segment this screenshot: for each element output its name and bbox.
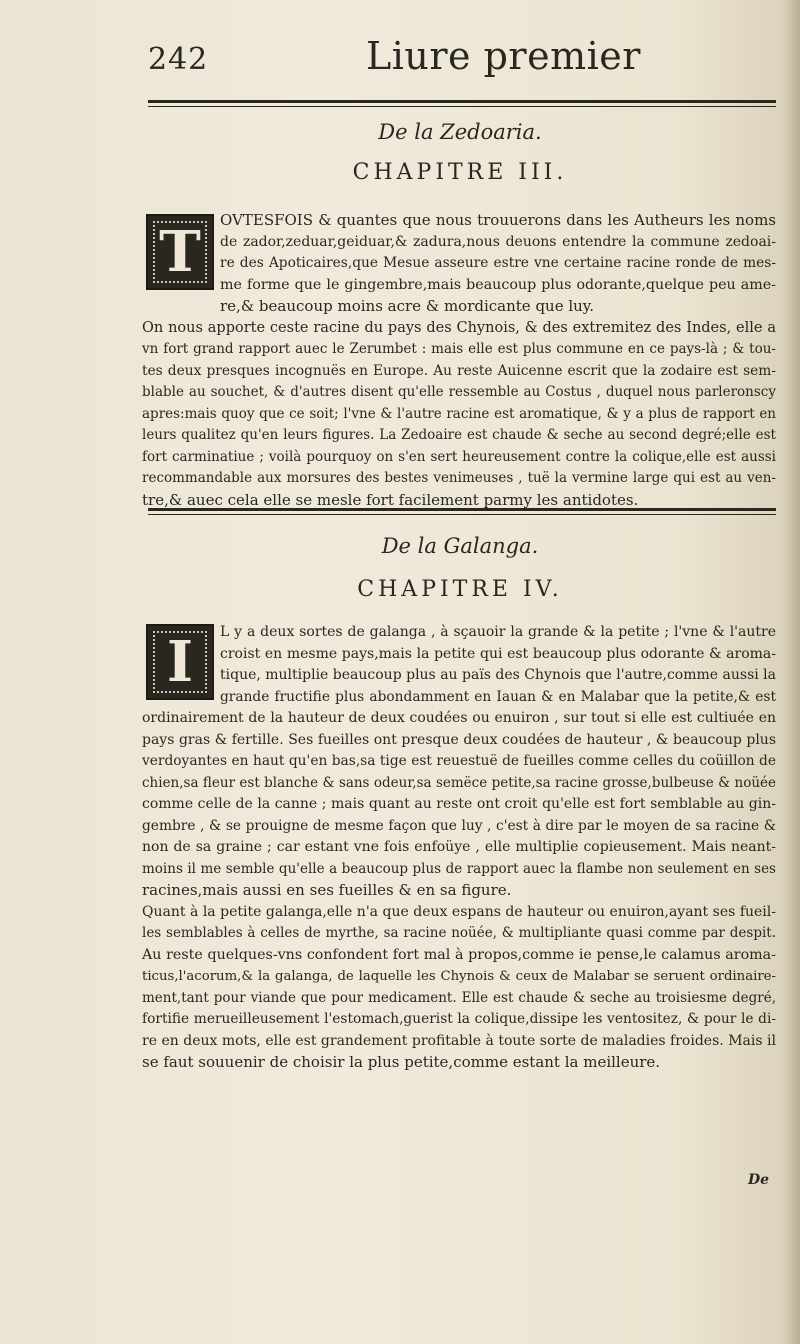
running-head [140,30,780,90]
chapter-heading-4: CHAPITRE IV. [357,577,563,602]
text-line: On nous apporte ceste racine du pays des Chynois, & des extremitez des Indes, elle a [142,319,776,336]
running-title: Liure premier [366,34,641,78]
text-line: apres:mais quoy que ce soit; l'vne & l'autre racine est aromatique, & y a plus de rapport en [142,405,776,422]
text-line: tre,& auec cela elle se mesle fort facilement parmy les antidotes. [142,490,639,509]
chapter-heading-3: CHAPITRE III. [352,160,568,185]
text-line: grande fructifie plus abondamment en Iauan & en Malabar que la petite,& est [220,688,776,705]
chapter3-body [142,210,776,511]
page-edge-shadow [782,0,800,1344]
text-line: blable au souchet, & d'autres disent qu'elle ressemble au Costus , duquel nous parleronscy [142,384,776,400]
text-line: ordinairement de la hauteur de deux coudées ou enuiron , sur tout si elle est cultiuée en [142,710,776,726]
text-line: moins il me semble qu'elle a beaucoup plus de rapport auec la flambe non seulement en ses [142,860,776,877]
text-line: re,& beaucoup moins acre & mordicante que luy. [220,297,595,315]
text-line: OVTESFOIS & quantes que nous trouuerons dans les Autheurs les noms [220,211,776,229]
text-line: leurs qualitez qu'en leurs figures. La Zedoaire est chaude & seche au second degré;elle est [142,427,776,443]
text-line: re en deux mots, elle est grandement profitable à toute sorte de maladies froides. Mais il [142,1032,776,1049]
text-line: chien,sa fleur est blanche & sans odeur,sa semëce petite,sa racine grosse,bulbeuse & noüée [142,774,776,791]
text-line: tique, multiplie beaucoup plus au païs des Chynois que l'autre,comme aussi la [220,667,777,683]
text-line: pays gras & fertille. Ses fueilles ont presque deux coudées de hauteur , & beaucoup plus [142,731,776,748]
text-line: Au reste quelques-vns confondent fort mal à propos,comme ie pense,le calamus aroma- [142,946,776,963]
text-line: L y a deux sortes de galanga , à sçauoir la grande & la petite ; l'vne & l'autre [220,624,776,640]
text-line: fortifie merueilleusement l'estomach,guerist la colique,dissipe les ventositez, & pour le di- [142,1011,776,1027]
text-line: racines,mais aussi en ses fueilles & en sa figure. [142,881,512,899]
text-line: les semblables à celles de myrthe, sa racine noüée, & multipliante quasi comme par despit. [142,925,776,941]
section-title-galanga: De la Galanga. [381,534,539,558]
text-line: comme celle de la canne ; mais quant au reste ont croit qu'elle est fort semblable au gin- [142,796,776,812]
section-divider-rule [148,508,776,511]
text-line: tes deux presques incognuës en Europe. Au reste Auicenne escrit que la zodaire est sem- [142,362,776,379]
text-line: re des Apoticaires,que Mesue asseure estre vne certaine racine ronde de mes- [220,255,776,271]
text-line: me forme que le gingembre,mais beaucoup plus odorante,quelque peu ame- [220,276,776,293]
text-line: gembre , & se prouigne de mesme façon que luy , c'est à dire par le moyen de sa racine & [142,817,776,834]
text-line: vn fort grand rapport auec le Zerumbet : mais elle est plus commune en ce pays-là ; & tou- [142,341,776,357]
text-line: Quant à la petite galanga,elle n'a que deux espans de hauteur ou enuiron,ayant ses fueil- [142,903,776,920]
text-line: croist en mesme pays,mais la petite qui est beaucoup plus odorante & aroma- [220,645,776,662]
page-number: 242 [148,42,209,77]
text-line: de zador,zeduar,geiduar,& zadura,nous deuons entendre la commune zedoai- [220,233,776,250]
drop-cap-letter: T [159,219,201,285]
text-line: fort carminatiue ; voilà pourquoy on s'en sert heureusement contre la colique,elle est aussi [142,448,776,465]
drop-cap-letter: I [166,629,194,695]
text-line: ticus,l'acorum,& la galanga, de laquelle les Chynois & ceux de Malabar se seruent ordinaire- [142,969,776,984]
section-title-zedoaria: De la Zedoaria. [378,120,542,144]
text-line: non de sa graine ; car estant vne fois enfoüye , elle multiplie copieusement. Mais neant- [142,839,776,855]
text-line: se faut souuenir de choisir la plus petite,comme estant la meilleure. [142,1053,661,1071]
catchword: De [748,1172,770,1188]
text-line: recommandable aux morsures des bestes venimeuses , tuë la vermine large qui est au ven- [142,470,776,486]
header-rule [148,100,776,103]
chapter4-body [142,622,776,1074]
text-line: verdoyantes en haut qu'en bas,sa tige est reuestuë de fueilles comme celles du coüillon de [142,753,776,769]
text-line: ment,tant pour viande que pour medicament. Elle est chaude & seche au troisiesme degré, [142,989,776,1006]
